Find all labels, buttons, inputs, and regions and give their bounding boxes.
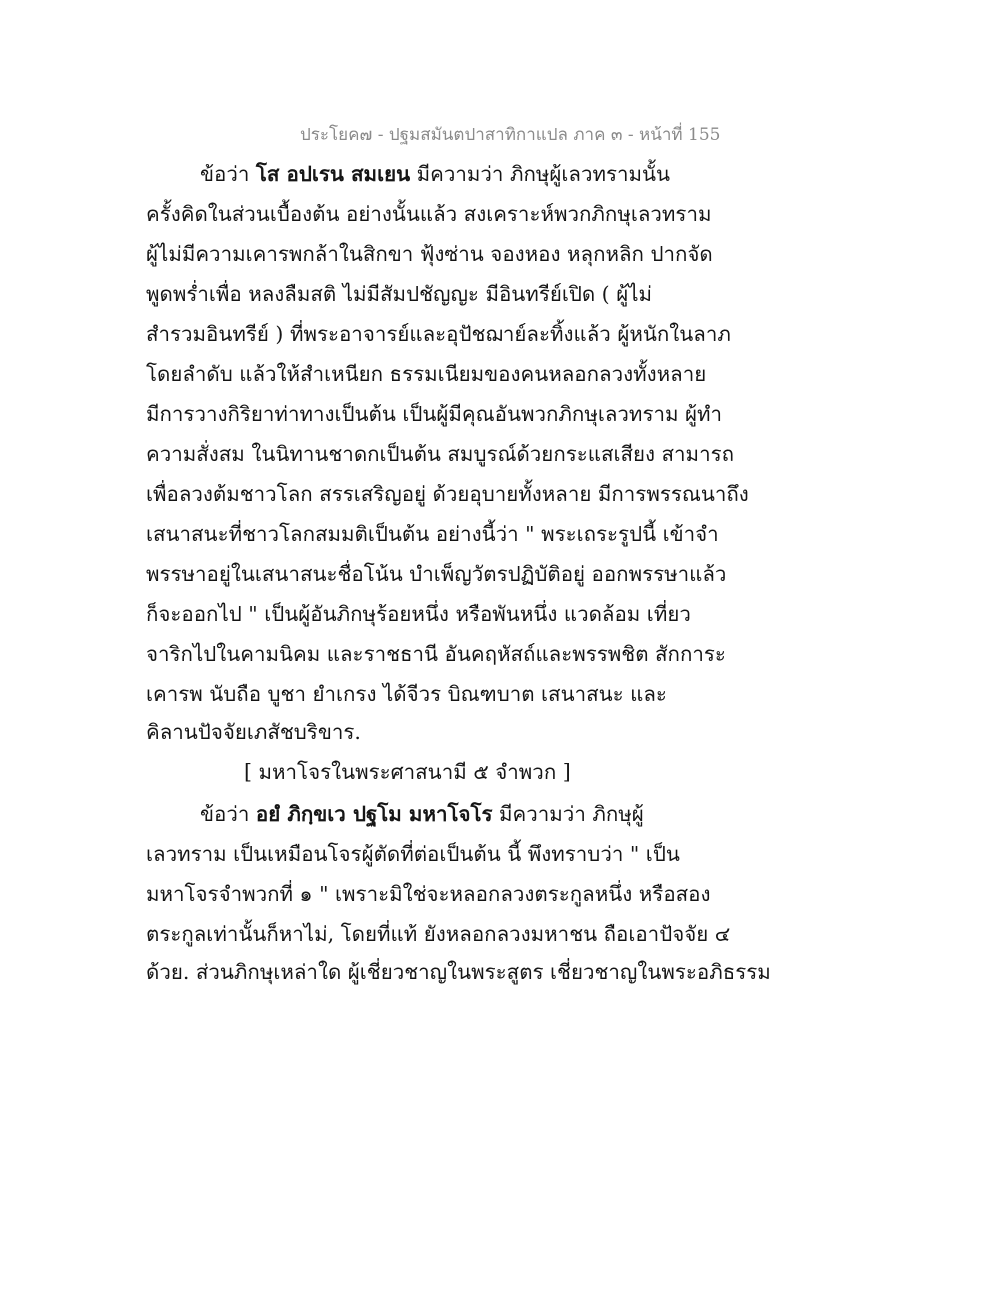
paragraph-2-line: ตระกูลเท่านั้นก็หาไม่, โดยที่แท้ ยังหลอกลวงมหาชน ถือเอาปัจจัย ๔ [146, 922, 731, 946]
paragraph-1-first-line [200, 160, 780, 188]
paragraph-2-line: เลวทราม เป็นเหมือนโจรผู้ตัดที่ต่อเป็นต้น นี้ พึงทราบว่า " เป็น [146, 842, 680, 866]
paragraph-2-first-line [200, 800, 780, 828]
paragraph-1-line: เคารพ นับถือ บูชา ยำเกรง ได้จีวร บิณฑบาต เสนาสนะ และ [146, 682, 667, 706]
section-heading: [ มหาโจรในพระศาสนามี ๕ จำพวก ] [244, 760, 571, 784]
paragraph-2-line: มหาโจรจำพวกที่ ๑ " เพราะมิใช่จะหลอกลวงตระกูลหนึ่ง หรือสอง [146, 882, 711, 906]
paragraph-1-line: สำรวมอินทรีย์ ) ที่พระอาจารย์และอุปัชฌาย์ละทิ้งแล้ว ผู้หนักในลาภ [146, 322, 731, 346]
paragraph-1-line: คิลานปัจจัยเภสัชบริขาร. [146, 720, 361, 744]
paragraph-1-rest: มีความว่า ภิกษุผู้เลวทรามนั้น [416, 162, 671, 186]
paragraph-2-pali-term: อยํ ภิกฺขเว ปฐโม มหาโจโร [255, 802, 493, 826]
paragraph-1-line: ก็จะออกไป " เป็นผู้อันภิกษุร้อยหนึ่ง หรือพันหนึ่ง แวดล้อม เที่ยว [146, 602, 691, 626]
paragraph-1-line: พรรษาอยู่ในเสนาสนะชื่อโน้น บำเพ็ญวัตรปฏิบัติอยู่ ออกพรรษาแล้ว [146, 562, 727, 586]
paragraph-1-line: ครั้งคิดในส่วนเบื้องต้น อย่างนั้นแล้ว สงเคราะห์พวกภิกษุเลวทราม [146, 202, 712, 226]
paragraph-1-intro: ข้อว่า [200, 162, 250, 186]
paragraph-1-line: จาริกไปในคามนิคม และราชธานี อันคฤหัสถ์และพรรพชิต สักการะ [146, 642, 726, 666]
paragraph-1-pali-term: โส อปเรน สมเยน [255, 162, 411, 186]
page-header: ประโยค๗ - ปฐมสมันตปาสาทิกาแปล ภาค ๓ - หน้าที่ 155 [300, 125, 721, 145]
paragraph-1-line: โดยลำดับ แล้วให้สำเหนียก ธรรมเนียมของคนหลอกลวงทั้งหลาย [146, 362, 707, 386]
paragraph-1-line: พูดพร่ำเพื่อ หลงลืมสติ ไม่มีสัมปชัญญะ มีอินทรีย์เปิด ( ผู้ไม่ [146, 282, 653, 306]
paragraph-2-rest: มีความว่า ภิกษุผู้ [499, 802, 644, 826]
paragraph-2-intro: ข้อว่า [200, 802, 250, 826]
paragraph-1-line: มีการวางกิริยาท่าทางเป็นต้น เป็นผู้มีคุณอันพวกภิกษุเลวทราม ผู้ทำ [146, 402, 723, 426]
paragraph-2-line: ด้วย. ส่วนภิกษุเหล่าใด ผู้เชี่ยวชาญในพระสูตร เชี่ยวชาญในพระอภิธรรม [146, 960, 771, 984]
paragraph-1-line: ผู้ไม่มีความเคารพกล้าในสิกขา ฟุ้งซ่าน จองหอง หลุกหลิก ปากจัด [146, 242, 713, 266]
paragraph-1-line: เพื่อลวงต้มชาวโลก สรรเสริญอยู่ ด้วยอุบายทั้งหลาย มีการพรรณนาถึง [146, 482, 749, 506]
paragraph-1-line: เสนาสนะที่ชาวโลกสมมติเป็นต้น อย่างนี้ว่า " พระเถระรูปนี้ เข้าจำ [146, 522, 719, 546]
paragraph-1-line: ความสั่งสม ในนิทานชาดกเป็นต้น สมบูรณ์ด้วยกระแสเสียง สามารถ [146, 442, 735, 466]
